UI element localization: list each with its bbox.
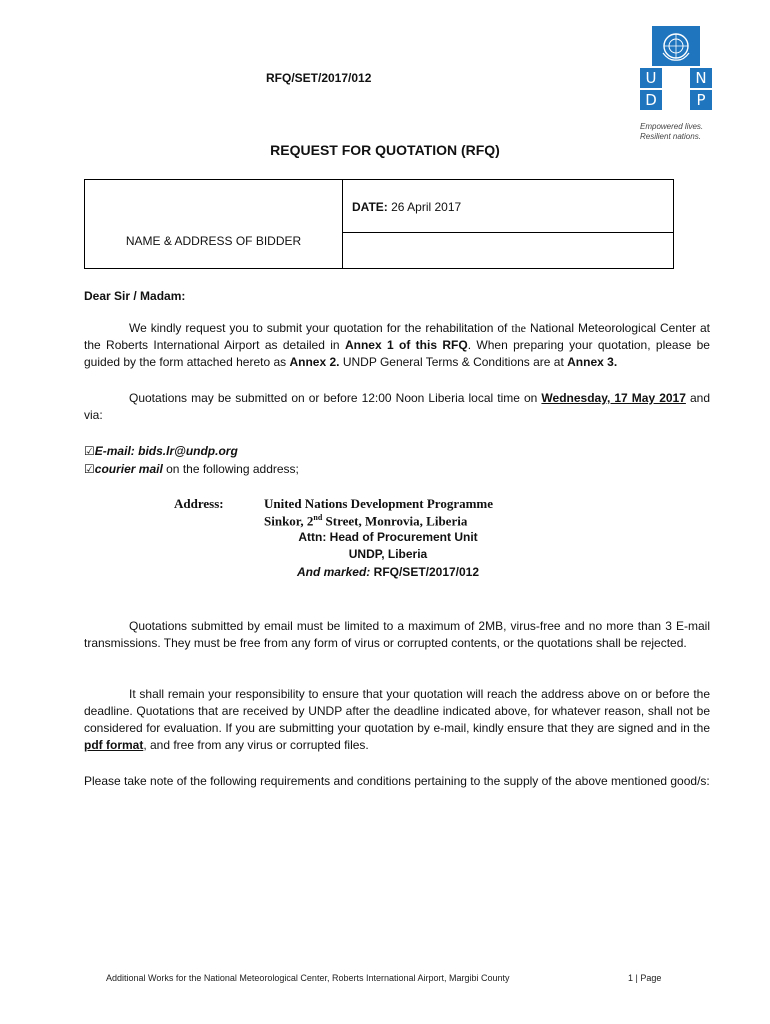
address-line-5	[264, 565, 512, 579]
undp-letters	[640, 66, 712, 110]
deadline-date: Wednesday, 17 May 2017	[541, 391, 686, 405]
annex-1-ref: Annex 1 of this RFQ	[344, 338, 468, 352]
tagline-line: Empowered lives.	[640, 122, 704, 131]
text-run: Street, Monrovia, Liberia	[322, 513, 468, 529]
text-run: nd	[313, 513, 323, 522]
responsibility-paragraph	[84, 686, 710, 754]
date-label: DATE:	[352, 200, 388, 214]
address-line-4: UNDP, Liberia	[348, 547, 428, 561]
rfq-header-table	[84, 179, 674, 269]
address-line-1: United Nations Development Programme	[264, 496, 494, 511]
text-run: Quotations may be submitted on or before 12:00 Noon Liberia local time on	[129, 391, 542, 405]
text-run: And marked:	[296, 565, 371, 579]
bidder-cell	[85, 180, 343, 268]
undp-logo	[645, 26, 707, 110]
text-run: the	[511, 321, 527, 335]
tagline-line: Resilient nations.	[640, 132, 701, 141]
email-option	[84, 443, 710, 460]
text-run: Sinkor, 2	[264, 513, 314, 529]
salutation: Dear Sir / Madam:	[84, 289, 186, 303]
annex-2-ref: Annex 2.	[289, 355, 340, 369]
address-line-3: Attn: Head of Procurement Unit	[298, 530, 478, 544]
logo-letter: P	[690, 90, 712, 110]
text-run: It shall remain your responsibility to ensure that your quotation will reach the address above on or before the deadline. Quotations that are received by UNDP after the deadline indicated above, for whatever reason, shall not be considered for evaluation. If you are submitting your quotation by e-mail, kindly ensure that they are signed and in the	[84, 687, 710, 735]
courier-option	[84, 461, 710, 478]
address-label: Address:	[174, 496, 224, 511]
rfq-reference: RFQ/SET/2017/012	[266, 71, 372, 85]
logo-tagline	[640, 122, 720, 142]
address-line-2	[264, 513, 467, 529]
requirements-paragraph: Please take note of the following requirements and conditions pertaining to the supply of the above mentioned good/s:	[84, 774, 710, 788]
annex-3-ref: Annex 3.	[567, 355, 618, 369]
email-address[interactable]: E-mail: bids.lr@undp.org	[94, 444, 238, 458]
bidder-label: NAME & ADDRESS OF BIDDER	[125, 234, 302, 248]
page-title: REQUEST FOR QUOTATION (RFQ)	[270, 142, 500, 158]
deadline-paragraph	[84, 390, 710, 424]
checkbox-checked-icon: ☑	[84, 444, 95, 458]
text-run: on the following address;	[162, 462, 299, 476]
pdf-format-link: pdf format	[84, 738, 144, 752]
footer-title: Additional Works for the National Meteorological Center, Roberts International Airport, Margibi County	[106, 973, 510, 983]
intro-paragraph	[84, 320, 710, 371]
logo-letter: U	[640, 68, 662, 88]
checkbox-checked-icon: ☑	[84, 462, 95, 476]
text-run: , and free from any virus or corrupted files.	[143, 738, 369, 752]
logo-letter: D	[640, 90, 662, 110]
text-run: National Meteorological Center at the Roberts International Airport as detailed in	[84, 321, 711, 352]
logo-letter: N	[690, 68, 712, 88]
text-run: and via:	[84, 391, 710, 422]
text-run: . When preparing your quotation, please be guided by the form attached hereto as	[84, 338, 710, 369]
un-emblem-icon	[652, 26, 700, 66]
text-run: UNDP General Terms & Conditions are at	[339, 355, 568, 369]
date-value: 26 April 2017	[391, 200, 462, 214]
date-cell	[343, 180, 673, 233]
courier-label: courier mail	[94, 462, 163, 476]
page-number: 1 | Page	[628, 973, 662, 983]
email-limit-paragraph: Quotations submitted by email must be limited to a maximum of 2MB, virus-free and no more than 3 E-mail transmissions. They must be free from any form of virus or corrupted contents, or the quotations shall be rejected.	[84, 619, 710, 650]
text-run: RFQ/SET/2017/012	[370, 565, 480, 579]
text-run: We kindly request you to submit your quotation for the rehabilitation of	[129, 321, 512, 335]
